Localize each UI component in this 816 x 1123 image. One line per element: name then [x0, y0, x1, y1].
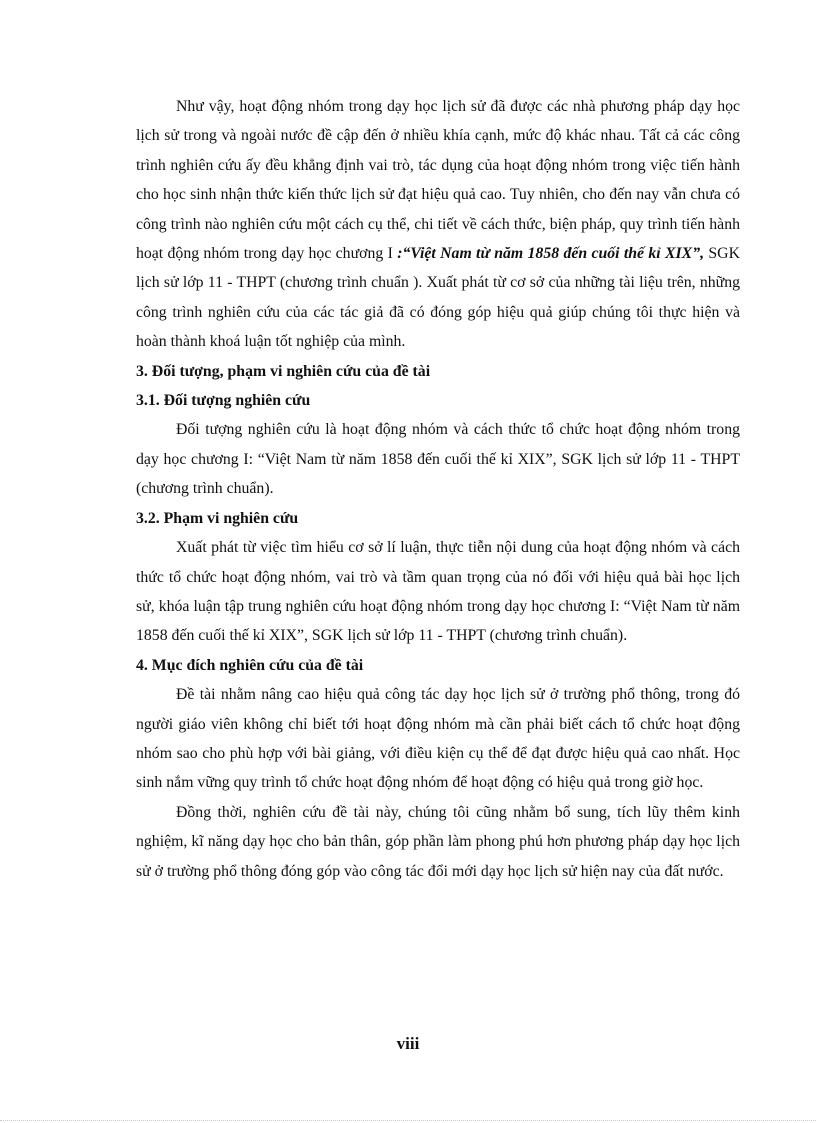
page-number: viii	[396, 1034, 420, 1053]
paragraph-research-purpose-1: Đề tài nhằm nâng cao hiệu quả công tác dạy học lịch sử ở trường phổ thông, trong đó người giáo viên không chỉ biết tới hoạt động nhóm mà cần phải biết cách tổ chức hoạt động nhóm sao cho phù hợp với bài giảng, với điều kiện cụ thể để đạt được hiệu quả cao nhất. Học sinh nắm vững quy trình tổ chức hoạt động nhóm để hoạt động có hiệu quả trong giờ học.	[136, 686, 740, 792]
paragraph-research-scope: Xuất phát từ việc tìm hiểu cơ sở lí luận, thực tiễn nội dung của hoạt động nhóm và cách thức tổ chức hoạt động nhóm, vai trò và tầm quan trọng của nó đối với hiệu quả bài học lịch sử, khóa luận tập trung nghiên cứu hoạt động nhóm trong dạy học chương I: “Việt Nam từ năm 1858 đến cuối thế kỉ XIX”, SGK lịch sử lớp 11 - THPT (chương trình chuẩn).	[136, 539, 740, 645]
paragraph-research-purpose-2: Đồng thời, nghiên cứu đề tài này, chúng tôi cũng nhằm bổ sung, tích lũy thêm kinh nghiệm, kĩ năng dạy học cho bản thân, góp phần làm phong phú hơn phương pháp dạy học lịch sử ở trường phổ thông đóng góp vào công tác đổi mới dạy học lịch sử hiện nay của đất nước.	[136, 803, 740, 880]
paragraph-text: SGK lịch sử lớp 11 - THPT (chương trình chuẩn ). Xuất phát từ cơ sở của những tài liệu trên, những công trình nghiên cứu của các tác giả đã có đóng góp hiệu quả giúp chúng tôi thực hiện và hoàn thành khoá luận tốt nghiệp của mình.	[136, 245, 740, 351]
paragraph-research-object: Đối tượng nghiên cứu là hoạt động nhóm và cách thức tổ chức hoạt động nhóm trong dạy học chương I: “Việt Nam từ năm 1858 đến cuối thế kỉ XIX”, SGK lịch sử lớp 11 - THPT (chương trình chuẩn).	[136, 421, 740, 498]
paragraph-introduction-summary	[136, 92, 740, 357]
section-heading-4: 4. Mục đích nghiên cứu của đề tài	[136, 656, 364, 674]
chapter-title-emphasis: :“Việt Nam từ năm 1858 đến cuối thế kỉ XIX”,	[397, 245, 705, 263]
section-heading-3: 3. Đối tượng, phạm vi nghiên cứu của đề tài	[136, 362, 431, 380]
section-heading-3-2: 3.2. Phạm vi nghiên cứu	[136, 509, 299, 527]
page-bottom-divider	[0, 1120, 816, 1121]
paragraph-text: Như vậy, hoạt động nhóm trong dạy học lịch sử đã được các nhà phương pháp dạy học lịch sử trong và ngoài nước đề cập đến ở nhiều khía cạnh, mức độ khác nhau. Tất cả các công trình nghiên cứu ấy đều khẳng định vai trò, tác dụng của hoạt động nhóm trong việc tiến hành cho học sinh nhận thức kiến thức lịch sử đạt hiệu quả cao. Tuy nhiên, cho đến nay vẫn chưa có công trình nào nghiên cứu một cách cụ thể, chi tiết về cách thức, biện pháp, quy trình tiến hành hoạt động nhóm trong dạy học chương I	[136, 98, 740, 263]
document-body	[136, 92, 740, 886]
section-heading-3-1: 3.1. Đối tượng nghiên cứu	[136, 392, 311, 410]
